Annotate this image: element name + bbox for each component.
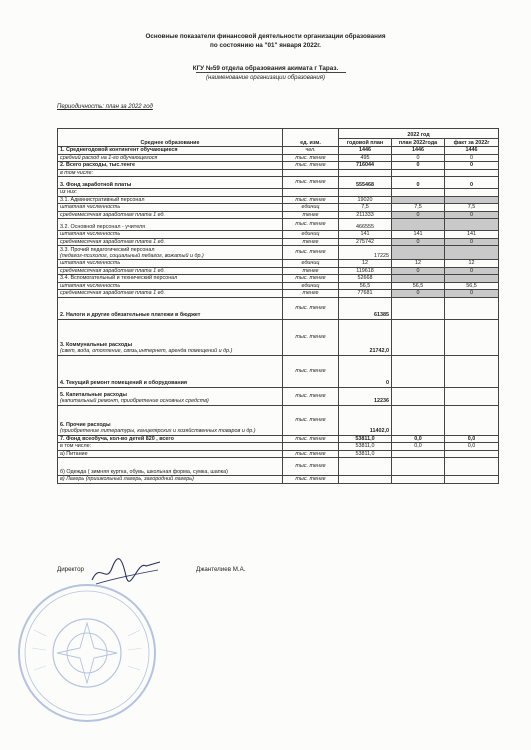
- row-value-plan-2022: 141: [392, 231, 445, 239]
- table-row: [58, 204, 499, 212]
- row-value-fact-2022: 56,5: [445, 282, 499, 290]
- row-label: [58, 169, 283, 177]
- row-value-annual-plan: 141: [339, 231, 392, 239]
- row-label: [58, 387, 283, 405]
- row-label-text: б) Одежда ( зимняя куртка, обувь, школьная форма, сумка, шапка): [60, 468, 228, 475]
- row-value-annual-plan: [339, 458, 392, 476]
- row-value-plan-2022: [392, 450, 445, 458]
- row-label: [58, 231, 283, 239]
- row-value-plan-2022: [392, 189, 445, 197]
- row-value-annual-plan: 7,5: [339, 204, 392, 212]
- row-unit: тыс. тенге: [283, 219, 339, 231]
- row-value-plan-2022: [392, 196, 445, 204]
- row-value-fact-2022: 0: [445, 162, 499, 170]
- row-value-fact-2022: [445, 246, 499, 260]
- organization-underline: [196, 72, 346, 73]
- row-label-text: в) Лагерь (пришкольный лагерь, загородний лагерь): [60, 476, 194, 483]
- row-unit: тыс. тенге: [283, 355, 339, 387]
- row-value-annual-plan: 495: [339, 154, 392, 162]
- row-label-text: 3.1. Административный персонал: [60, 196, 145, 203]
- row-label-text: 3.2. Основной персонал - учителя: [60, 223, 146, 230]
- table-row: [58, 177, 499, 189]
- col-header-year: 2022 год: [339, 129, 499, 139]
- table-row: [58, 169, 499, 177]
- row-label: [58, 443, 283, 451]
- organization-name: КГУ №59 отдела образования акимата г Тараз.: [192, 65, 339, 72]
- row-label-text: штатная численность: [60, 260, 121, 267]
- row-value-fact-2022: [445, 275, 499, 283]
- col-header-plan-2022: план 2022года: [392, 139, 445, 147]
- row-label: [58, 458, 283, 476]
- row-value-plan-2022: 0,0: [392, 443, 445, 451]
- row-value-annual-plan: 12236: [339, 387, 392, 405]
- row-label: [58, 196, 283, 204]
- row-value-fact-2022: 7,5: [445, 204, 499, 212]
- row-value-annual-plan: [339, 169, 392, 177]
- row-value-annual-plan: 17225: [339, 246, 392, 260]
- row-value-plan-2022: [392, 169, 445, 177]
- col-header-unit: ед. изм.: [283, 129, 339, 147]
- row-value-annual-plan: 77681: [339, 290, 392, 298]
- row-label: [58, 162, 283, 170]
- row-unit: тенге: [283, 238, 339, 246]
- row-label-text: 2. Всего расходы, тыс.тенге: [60, 162, 136, 169]
- row-value-plan-2022: [392, 405, 445, 435]
- row-label-note: (педагог-психолог, социальный педагог, вожатый и др.): [60, 252, 204, 259]
- row-label-text: а) Питание: [60, 450, 88, 457]
- row-value-plan-2022: 0: [392, 154, 445, 162]
- row-unit: тенге: [283, 267, 339, 275]
- row-label-text: в том числе:: [60, 169, 93, 176]
- row-value-annual-plan: 275742: [339, 238, 392, 246]
- row-label-text: среднемесячная заработная плата 1 ед.: [60, 238, 165, 245]
- row-label-text: штатная численность: [60, 282, 121, 289]
- row-label-text: 2. Налоги и другие обязательные платежи в бюджет: [60, 312, 201, 319]
- row-label: [58, 405, 283, 435]
- row-label: [58, 275, 283, 283]
- col-header-education: Среднее образование: [58, 129, 283, 147]
- row-label-text: 1. Среднегодовой контингент обучающиеся: [60, 147, 178, 154]
- row-label: [58, 435, 283, 443]
- row-label: [58, 355, 283, 387]
- row-value-fact-2022: 0: [445, 154, 499, 162]
- table-row: [58, 290, 499, 298]
- table-row: [58, 443, 499, 451]
- organization-caption: (наименование организации образования): [206, 75, 325, 81]
- row-label-text: 6. Прочие расходы: [60, 422, 111, 429]
- row-value-fact-2022: [445, 405, 499, 435]
- document-title: Основные показатели финансовой деятельности организации образования: [145, 33, 386, 40]
- row-value-annual-plan: 0: [339, 355, 392, 387]
- row-unit: тыс. тенге: [283, 405, 339, 435]
- row-label-text: среднемесячная заработная плата 1 ед.: [60, 211, 165, 218]
- table-row: [58, 189, 499, 197]
- director-label: Директор: [57, 566, 84, 573]
- row-value-fact-2022: 0: [445, 267, 499, 275]
- row-value-annual-plan: 56,5: [339, 282, 392, 290]
- row-value-annual-plan: 21742,0: [339, 319, 392, 355]
- row-label: [58, 476, 283, 484]
- official-seal-stamp: [12, 578, 162, 728]
- row-label-text: штатная численность: [60, 231, 121, 238]
- table-row: [58, 231, 499, 239]
- table-row: [58, 147, 499, 155]
- row-unit: [283, 169, 339, 177]
- table-row: [58, 275, 499, 283]
- row-label-text: средний расход на 1-го обучающегося: [60, 154, 158, 161]
- row-label-note: (свет, вода, отопление, связь,интернет, аренда помещений и др.): [60, 348, 233, 355]
- row-value-fact-2022: 0,0: [445, 435, 499, 443]
- row-unit: тыс. тенге: [283, 162, 339, 170]
- row-unit: тенге: [283, 211, 339, 219]
- table-row: [58, 238, 499, 246]
- row-value-annual-plan: 19020: [339, 196, 392, 204]
- row-label: [58, 319, 283, 355]
- row-label-note: (приобретение литературы, канцелярских и хозяйственных товаров и др.): [60, 428, 256, 435]
- row-label-text: 3. Коммунальные расходы: [60, 342, 133, 349]
- table-row: [58, 211, 499, 219]
- row-value-plan-2022: 0,0: [392, 435, 445, 443]
- table-row: [58, 355, 499, 387]
- row-value-plan-2022: 0: [392, 290, 445, 298]
- row-unit: тыс. тенге: [283, 387, 339, 405]
- row-value-fact-2022: [445, 169, 499, 177]
- row-value-annual-plan: 53811,0: [339, 435, 392, 443]
- row-unit: [283, 443, 339, 451]
- row-unit: единиц: [283, 231, 339, 239]
- table-row: [58, 450, 499, 458]
- row-unit: единиц: [283, 282, 339, 290]
- row-unit: тыс. тенге: [283, 275, 339, 283]
- table-row: [58, 260, 499, 268]
- row-unit: тыс. тенге: [283, 177, 339, 189]
- row-value-annual-plan: 211333: [339, 211, 392, 219]
- table-row: [58, 458, 499, 476]
- row-label-text: 4. Текущий ремонт помещений и оборудования: [60, 380, 188, 387]
- financial-table: [57, 128, 499, 484]
- row-value-fact-2022: 0,0: [445, 443, 499, 451]
- row-value-fact-2022: [445, 319, 499, 355]
- row-label: [58, 450, 283, 458]
- table-row: [58, 405, 499, 435]
- row-value-plan-2022: 56,5: [392, 282, 445, 290]
- row-value-plan-2022: 12: [392, 260, 445, 268]
- row-value-fact-2022: 0: [445, 211, 499, 219]
- row-unit: тыс. тенге: [283, 458, 339, 476]
- row-value-annual-plan: 119618: [339, 267, 392, 275]
- row-label: [58, 147, 283, 155]
- row-value-annual-plan: 555468: [339, 177, 392, 189]
- row-label: [58, 211, 283, 219]
- row-unit: [283, 189, 339, 197]
- document-date: по состоянию на "01" января 2022г.: [210, 42, 321, 49]
- row-value-plan-2022: [392, 219, 445, 231]
- row-value-plan-2022: 0: [392, 211, 445, 219]
- table-row: [58, 319, 499, 355]
- row-unit: тыс. тенге: [283, 319, 339, 355]
- row-value-fact-2022: [445, 387, 499, 405]
- row-label-text: 3. Фонд заработной платы: [60, 181, 132, 188]
- director-name: Джантелиев М.А.: [196, 566, 246, 573]
- row-value-annual-plan: [339, 476, 392, 484]
- row-value-plan-2022: [392, 458, 445, 476]
- row-unit: тыс. тенге: [283, 297, 339, 319]
- row-value-annual-plan: 11402,0: [339, 405, 392, 435]
- row-value-fact-2022: [445, 476, 499, 484]
- row-value-plan-2022: 0: [392, 177, 445, 189]
- row-label-text: среднемесячная заработная плата 1 ед.: [60, 290, 165, 297]
- table-row: [58, 219, 499, 231]
- row-value-fact-2022: 0: [445, 177, 499, 189]
- row-value-annual-plan: [339, 189, 392, 197]
- row-value-fact-2022: 1446: [445, 147, 499, 155]
- row-label: [58, 204, 283, 212]
- row-label: [58, 177, 283, 189]
- row-unit: единиц: [283, 204, 339, 212]
- col-header-fact-2022: факт за 2022г: [445, 139, 499, 147]
- table-row: [58, 387, 499, 405]
- row-value-plan-2022: [392, 387, 445, 405]
- row-value-plan-2022: [392, 355, 445, 387]
- row-value-plan-2022: 0: [392, 267, 445, 275]
- row-unit: чел.: [283, 147, 339, 155]
- row-label: [58, 267, 283, 275]
- table-row: [58, 246, 499, 260]
- row-unit: тыс. тенге: [283, 246, 339, 260]
- row-value-annual-plan: 12: [339, 260, 392, 268]
- row-value-plan-2022: [392, 246, 445, 260]
- row-value-fact-2022: 0: [445, 238, 499, 246]
- row-unit: тыс. тенге: [283, 154, 339, 162]
- row-value-plan-2022: 0: [392, 238, 445, 246]
- row-label: [58, 246, 283, 260]
- row-value-annual-plan: 61385: [339, 297, 392, 319]
- row-label: [58, 297, 283, 319]
- row-label: [58, 238, 283, 246]
- row-value-fact-2022: [445, 189, 499, 197]
- row-value-plan-2022: 0: [392, 162, 445, 170]
- row-label: [58, 154, 283, 162]
- row-value-plan-2022: 1446: [392, 147, 445, 155]
- table-row: [58, 154, 499, 162]
- table-row: [58, 435, 499, 443]
- row-value-fact-2022: [445, 450, 499, 458]
- row-value-annual-plan: 1446: [339, 147, 392, 155]
- row-label-text: 3.4. Вспомогательный и технический персонал: [60, 275, 178, 282]
- row-label-text: из них:: [60, 189, 78, 196]
- row-value-plan-2022: [392, 476, 445, 484]
- row-value-fact-2022: 141: [445, 231, 499, 239]
- row-label: [58, 260, 283, 268]
- row-value-plan-2022: [392, 319, 445, 355]
- row-value-annual-plan: 53811,0: [339, 443, 392, 451]
- row-unit: тенге: [283, 290, 339, 298]
- table-row: [58, 196, 499, 204]
- row-unit: единиц: [283, 260, 339, 268]
- row-value-plan-2022: 7,5: [392, 204, 445, 212]
- row-value-fact-2022: 0: [445, 290, 499, 298]
- row-value-plan-2022: [392, 297, 445, 319]
- row-label: [58, 282, 283, 290]
- row-label: [58, 219, 283, 231]
- row-value-annual-plan: 466555: [339, 219, 392, 231]
- row-unit: тыс. тенге: [283, 196, 339, 204]
- row-label-text: штатная численность: [60, 204, 121, 211]
- row-unit: тыс. тенге: [283, 450, 339, 458]
- row-value-fact-2022: [445, 196, 499, 204]
- table-row: [58, 162, 499, 170]
- row-label-note: (капитальный ремонт, приобретение основных средств): [60, 398, 209, 405]
- row-value-fact-2022: [445, 355, 499, 387]
- row-value-fact-2022: 12: [445, 260, 499, 268]
- row-value-fact-2022: [445, 297, 499, 319]
- row-value-annual-plan: 52668: [339, 275, 392, 283]
- row-label: [58, 189, 283, 197]
- row-label-text: среднемесячная заработная плата 1 ед.: [60, 267, 165, 274]
- row-value-plan-2022: [392, 275, 445, 283]
- row-label-text: 7. Фонд всеобуча, кол-во детей 820 , всего: [60, 435, 174, 442]
- row-value-fact-2022: [445, 458, 499, 476]
- row-value-annual-plan: 53811,0: [339, 450, 392, 458]
- periodicity: Периодичность: план за 2022 год: [57, 104, 153, 110]
- table-row: [58, 297, 499, 319]
- row-label: [58, 290, 283, 298]
- table-row: [58, 476, 499, 484]
- row-label-text: 3.3. Прочий педагогический персонал: [60, 246, 155, 253]
- row-unit: тыс. тенге: [283, 435, 339, 443]
- col-header-annual-plan: годовой план: [339, 139, 392, 147]
- table-row: [58, 267, 499, 275]
- table-row: [58, 282, 499, 290]
- row-value-annual-plan: 716044: [339, 162, 392, 170]
- row-value-fact-2022: [445, 219, 499, 231]
- row-label-text: 5. Капитальные расходы: [60, 392, 127, 399]
- row-unit: тыс. тенге: [283, 476, 339, 484]
- row-label-text: в том числе:: [60, 443, 92, 450]
